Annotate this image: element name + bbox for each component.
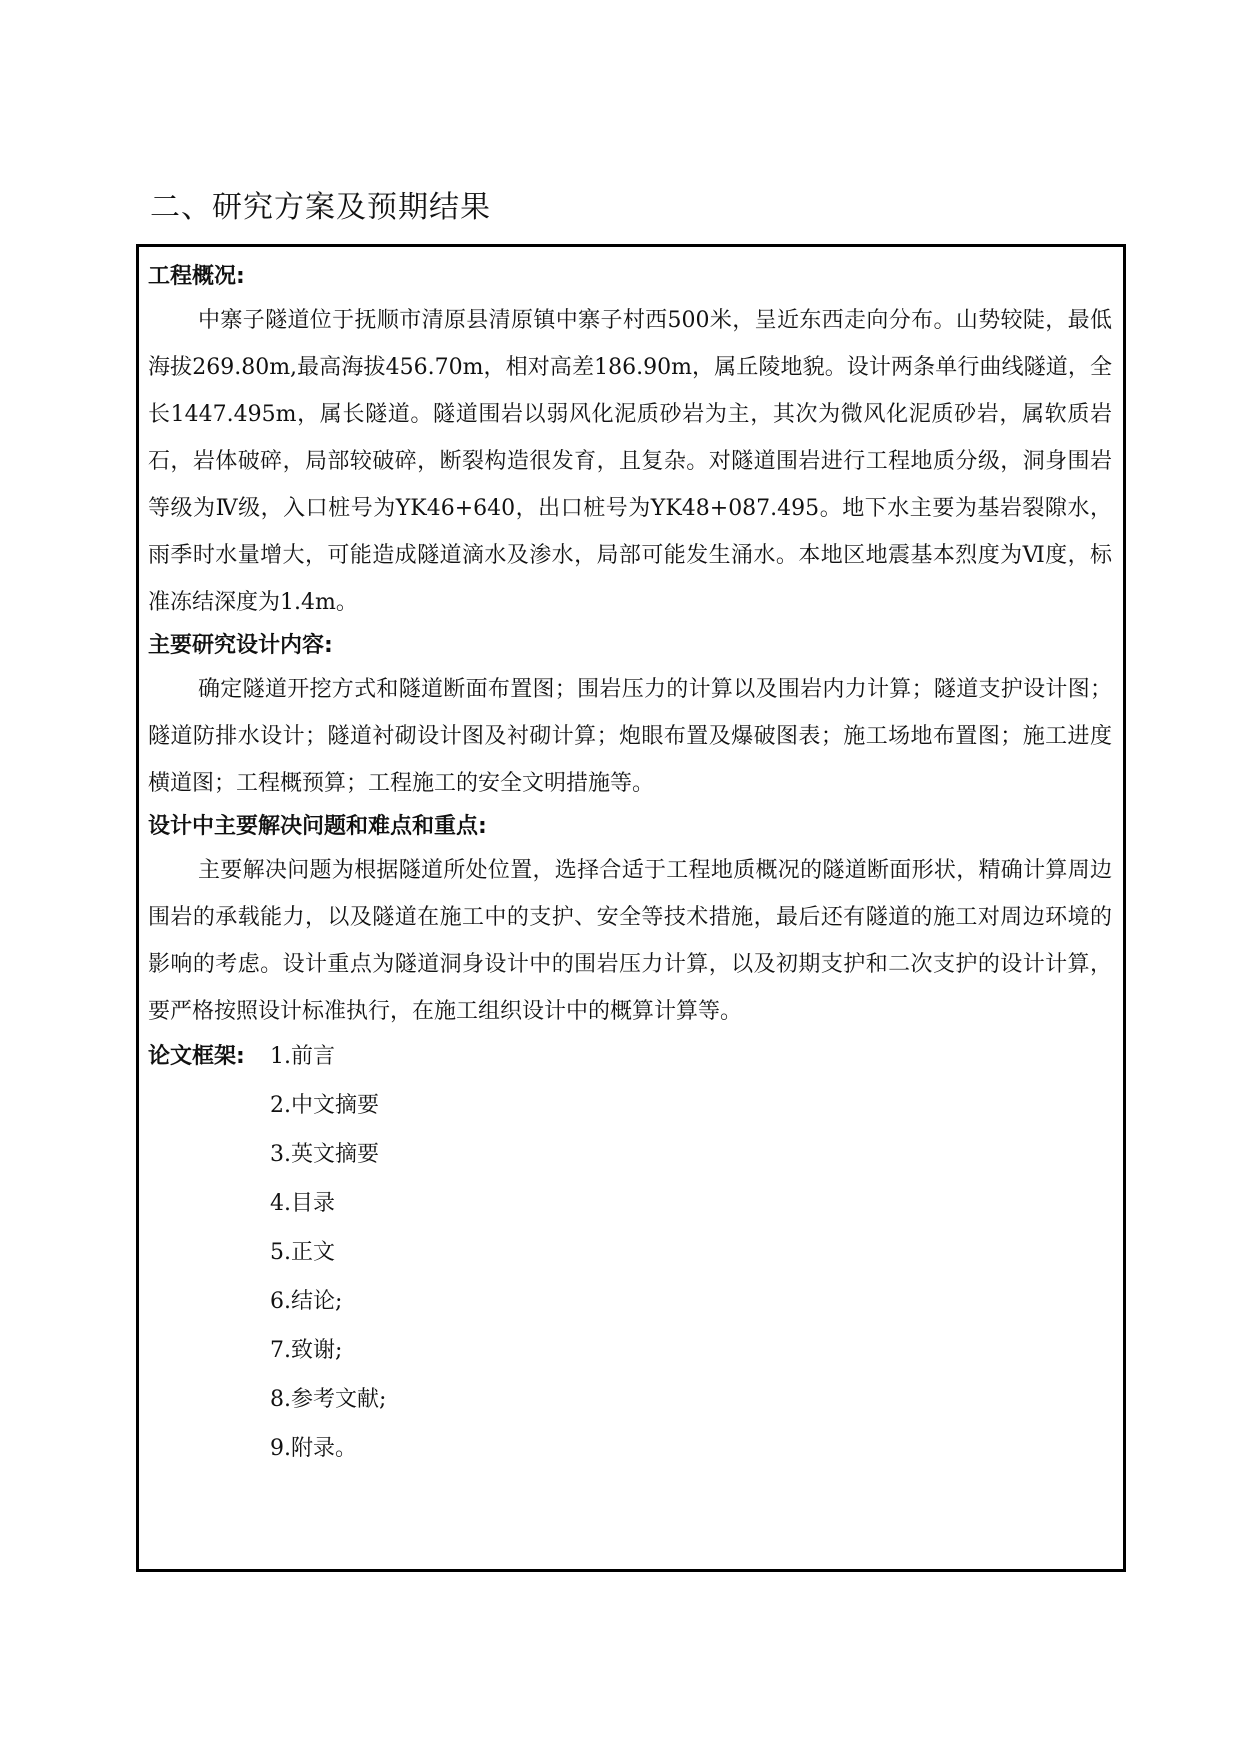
key-problems-title: 设计中主要解决问题和难点和重点: <box>148 814 487 839</box>
framework-item: 8.参考文献; <box>270 1387 387 1412</box>
framework-item: 5.正文 <box>270 1240 335 1265</box>
design-content-text: 确定隧道开挖方式和隧道断面布置图；围岩压力的计算以及围岩内力计算；隧道支护设计图；隧道防排水设计；隧道衬砌设计图及衬砌计算；炮眼布置及爆破图表；施工场地布置图；施工进度横道图；工程概预算；工程施工的安全文明措施等。 <box>148 677 1112 796</box>
thesis-framework-title: 论文框架: <box>148 1044 245 1069</box>
thesis-framework-section <box>148 1037 1112 1461</box>
key-problems-section <box>148 807 1112 1035</box>
framework-item: 9.附录。 <box>270 1436 357 1461</box>
design-content-title: 主要研究设计内容: <box>148 633 333 658</box>
framework-item: 6.结论; <box>270 1289 343 1314</box>
project-overview-title: 工程概况: <box>148 264 245 289</box>
framework-item: 1.前言 <box>270 1044 335 1069</box>
key-problems-text: 主要解决问题为根据隧道所处位置，选择合适于工程地质概况的隧道断面形状，精确计算周边围岩的承载能力，以及隧道在施工中的支护、安全等技术措施，最后还有隧道的施工对周边环境的影响的考虑。设计重点为隧道洞身设计中的围岩压力计算，以及初期支护和二次支护的设计计算，要严格按照设计标准执行，在施工组织设计中的概算计算等。 <box>148 858 1112 1024</box>
thesis-framework-list <box>270 1037 386 1478</box>
framework-item: 2.中文摘要 <box>270 1093 379 1118</box>
page-heading: 二、研究方案及预期结果 <box>150 190 491 225</box>
framework-item: 4.目录 <box>270 1191 335 1216</box>
project-overview-section <box>148 257 1112 626</box>
framework-item: 3.英文摘要 <box>270 1142 379 1167</box>
design-content-section <box>148 626 1112 807</box>
document-body <box>148 257 1112 1461</box>
project-overview-text: 中寨子隧道位于抚顺市清原县清原镇中寨子村西500米，呈近东西走向分布。山势较陡，最低海拔269.80m,最高海拔456.70m，相对高差186.90m，属丘陵地貌。设计两条单行曲线隧道，全长1447.495m，属长隧道。隧道围岩以弱风化泥质砂岩为主，其次为微风化泥质砂岩，属软质岩石，岩体破碎，局部较破碎，断裂构造很发育，且复杂。对隧道围岩进行工程地质分级，洞身围岩等级为Ⅳ级，入口桩号为YK46+640，出口桩号为YK48+087.495。地下水主要为基岩裂隙水，雨季时水量增大，可能造成隧道滴水及渗水，局部可能发生涌水。本地区地震基本烈度为Ⅵ度，标准冻结深度为1.4m。 <box>148 308 1112 615</box>
framework-item: 7.致谢; <box>270 1338 343 1363</box>
